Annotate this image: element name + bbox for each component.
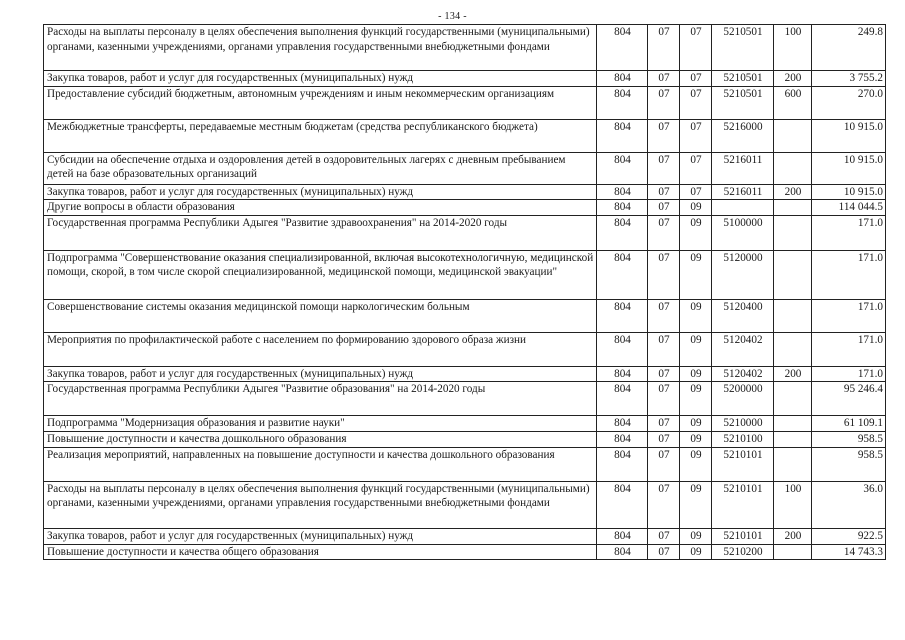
amount: 61 109.1 [812, 416, 886, 432]
table-row [44, 528, 886, 544]
item-name: Закупка товаров, работ и услуг для государственных (муниципальных) нужд [44, 184, 597, 200]
target-code: 5120000 [712, 250, 774, 299]
ministry-code: 804 [597, 299, 648, 332]
item-name: Повышение доступности и качества дошкольного образования [44, 431, 597, 447]
expense-type-code: 600 [774, 86, 812, 119]
amount: 171.0 [812, 215, 886, 250]
amount: 10 915.0 [812, 119, 886, 152]
amount: 3 755.2 [812, 71, 886, 87]
ministry-code: 804 [597, 71, 648, 87]
section-code: 07 [648, 215, 680, 250]
subsection-code: 07 [680, 86, 712, 119]
amount: 10 915.0 [812, 184, 886, 200]
subsection-code: 07 [680, 184, 712, 200]
table-row [44, 366, 886, 382]
ministry-code: 804 [597, 447, 648, 481]
target-code: 5210101 [712, 528, 774, 544]
ministry-code: 804 [597, 481, 648, 528]
target-code: 5216000 [712, 119, 774, 152]
amount: 171.0 [812, 299, 886, 332]
item-name: Закупка товаров, работ и услуг для государственных (муниципальных) нужд [44, 366, 597, 382]
expense-type-code [774, 544, 812, 560]
table-body [44, 25, 886, 560]
amount: 10 915.0 [812, 152, 886, 184]
expense-type-code [774, 152, 812, 184]
subsection-code: 09 [680, 250, 712, 299]
section-code: 07 [648, 200, 680, 216]
subsection-code: 09 [680, 200, 712, 216]
target-code: 5210501 [712, 25, 774, 71]
target-code: 5210501 [712, 71, 774, 87]
table-row [44, 481, 886, 528]
item-name: Совершенствование системы оказания медицинской помощи наркологическим больным [44, 299, 597, 332]
expense-type-code [774, 250, 812, 299]
subsection-code: 09 [680, 332, 712, 366]
subsection-code: 07 [680, 119, 712, 152]
item-name: Закупка товаров, работ и услуг для государственных (муниципальных) нужд [44, 528, 597, 544]
subsection-code: 09 [680, 416, 712, 432]
amount: 922.5 [812, 528, 886, 544]
ministry-code: 804 [597, 382, 648, 416]
expense-type-code [774, 416, 812, 432]
target-code: 5210000 [712, 416, 774, 432]
section-code: 07 [648, 299, 680, 332]
item-name: Мероприятия по профилактической работе с населением по формированию здорового образа жизни [44, 332, 597, 366]
amount: 171.0 [812, 332, 886, 366]
table-row [44, 152, 886, 184]
item-name: Государственная программа Республики Адыгея "Развитие образования" на 2014-2020 годы [44, 382, 597, 416]
amount: 171.0 [812, 366, 886, 382]
subsection-code: 09 [680, 544, 712, 560]
subsection-code: 09 [680, 215, 712, 250]
subsection-code: 09 [680, 382, 712, 416]
section-code: 07 [648, 332, 680, 366]
amount: 14 743.3 [812, 544, 886, 560]
ministry-code: 804 [597, 250, 648, 299]
target-code: 5120402 [712, 366, 774, 382]
amount: 958.5 [812, 431, 886, 447]
table-row [44, 71, 886, 87]
amount: 114 044.5 [812, 200, 886, 216]
amount: 249.8 [812, 25, 886, 71]
section-code: 07 [648, 366, 680, 382]
table-row [44, 200, 886, 216]
item-name: Повышение доступности и качества общего образования [44, 544, 597, 560]
ministry-code: 804 [597, 332, 648, 366]
ministry-code: 804 [597, 152, 648, 184]
item-name: Межбюджетные трансферты, передаваемые местным бюджетам (средства республиканского бюджета) [44, 119, 597, 152]
target-code: 5120402 [712, 332, 774, 366]
budget-table [43, 24, 886, 560]
target-code: 5210200 [712, 544, 774, 560]
item-name: Другие вопросы в области образования [44, 200, 597, 216]
ministry-code: 804 [597, 86, 648, 119]
table-row [44, 215, 886, 250]
ministry-code: 804 [597, 528, 648, 544]
expense-type-code: 100 [774, 481, 812, 528]
section-code: 07 [648, 382, 680, 416]
amount: 36.0 [812, 481, 886, 528]
target-code: 5210100 [712, 431, 774, 447]
expense-type-code [774, 299, 812, 332]
section-code: 07 [648, 528, 680, 544]
section-code: 07 [648, 250, 680, 299]
ministry-code: 804 [597, 416, 648, 432]
section-code: 07 [648, 544, 680, 560]
expense-type-code [774, 119, 812, 152]
amount: 95 246.4 [812, 382, 886, 416]
table-row [44, 447, 886, 481]
item-name: Государственная программа Республики Адыгея "Развитие здравоохранения" на 2014-2020 годы [44, 215, 597, 250]
section-code: 07 [648, 86, 680, 119]
item-name: Субсидии на обеспечение отдыха и оздоровления детей в оздоровительных лагерях с дневным пребыванием детей на базе образовательных организаций [44, 152, 597, 184]
expense-type-code [774, 332, 812, 366]
amount: 270.0 [812, 86, 886, 119]
ministry-code: 804 [597, 431, 648, 447]
expense-type-code: 200 [774, 71, 812, 87]
target-code: 5120400 [712, 299, 774, 332]
item-name: Подпрограмма "Модернизация образования и развитие науки" [44, 416, 597, 432]
target-code: 5216011 [712, 184, 774, 200]
item-name: Закупка товаров, работ и услуг для государственных (муниципальных) нужд [44, 71, 597, 87]
item-name: Расходы на выплаты персоналу в целях обеспечения выполнения функций государственными (муниципальными) органами, казенными учреждениями, органами управления государственными внебюджетными фондами [44, 25, 597, 71]
target-code: 5216011 [712, 152, 774, 184]
table-row [44, 250, 886, 299]
table-row [44, 416, 886, 432]
table-row [44, 184, 886, 200]
expense-type-code: 200 [774, 184, 812, 200]
subsection-code: 07 [680, 25, 712, 71]
amount: 171.0 [812, 250, 886, 299]
ministry-code: 804 [597, 119, 648, 152]
table-row [44, 544, 886, 560]
ministry-code: 804 [597, 366, 648, 382]
subsection-code: 09 [680, 431, 712, 447]
subsection-code: 09 [680, 528, 712, 544]
subsection-code: 09 [680, 447, 712, 481]
section-code: 07 [648, 152, 680, 184]
subsection-code: 07 [680, 152, 712, 184]
table-row [44, 382, 886, 416]
item-name: Расходы на выплаты персоналу в целях обеспечения выполнения функций государственными (муниципальными) органами, казенными учреждениями, органами управления государственными внебюджетными фондами [44, 481, 597, 528]
expense-type-code [774, 200, 812, 216]
table-row [44, 86, 886, 119]
expense-type-code [774, 382, 812, 416]
section-code: 07 [648, 431, 680, 447]
target-code: 5200000 [712, 382, 774, 416]
table-row [44, 299, 886, 332]
expense-type-code: 200 [774, 528, 812, 544]
target-code: 5210101 [712, 447, 774, 481]
section-code: 07 [648, 416, 680, 432]
page-number: - 134 - [438, 11, 467, 22]
expense-type-code [774, 215, 812, 250]
subsection-code: 09 [680, 299, 712, 332]
target-code: 5210101 [712, 481, 774, 528]
section-code: 07 [648, 119, 680, 152]
expense-type-code: 100 [774, 25, 812, 71]
table-row [44, 25, 886, 71]
item-name: Предоставление субсидий бюджетным, автономным учреждениям и иным некоммерческим организациям [44, 86, 597, 119]
table-row [44, 431, 886, 447]
ministry-code: 804 [597, 25, 648, 71]
ministry-code: 804 [597, 544, 648, 560]
expense-type-code [774, 447, 812, 481]
amount: 958.5 [812, 447, 886, 481]
target-code [712, 200, 774, 216]
expense-type-code [774, 431, 812, 447]
target-code: 5210501 [712, 86, 774, 119]
ministry-code: 804 [597, 184, 648, 200]
ministry-code: 804 [597, 215, 648, 250]
item-name: Подпрограмма "Совершенствование оказания специализированной, включая высокотехнологичную, медицинской помощи, скорой, в том числе скорой специализированной, медицинской помощи, медицинской эвакуации" [44, 250, 597, 299]
table-row [44, 332, 886, 366]
subsection-code: 09 [680, 481, 712, 528]
target-code: 5100000 [712, 215, 774, 250]
subsection-code: 07 [680, 71, 712, 87]
section-code: 07 [648, 184, 680, 200]
section-code: 07 [648, 447, 680, 481]
table-row [44, 119, 886, 152]
ministry-code: 804 [597, 200, 648, 216]
expense-type-code: 200 [774, 366, 812, 382]
section-code: 07 [648, 71, 680, 87]
item-name: Реализация мероприятий, направленных на повышение доступности и качества дошкольного образования [44, 447, 597, 481]
subsection-code: 09 [680, 366, 712, 382]
section-code: 07 [648, 481, 680, 528]
section-code: 07 [648, 25, 680, 71]
